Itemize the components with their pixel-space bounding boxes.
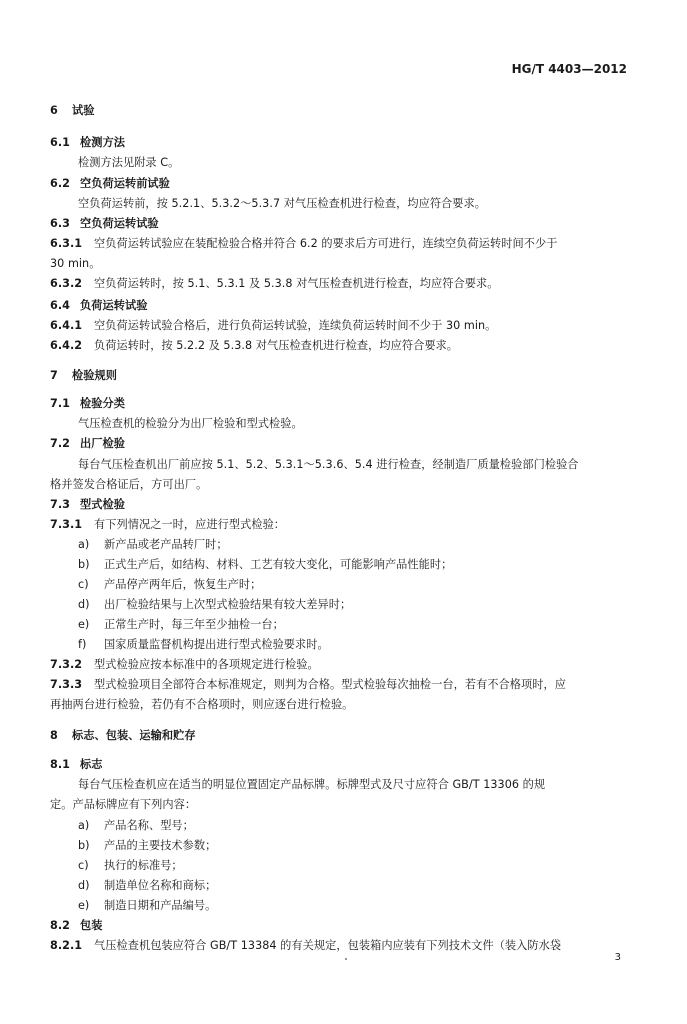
clause-text: 产品名称、型号；: [104, 819, 194, 832]
text-line: [78, 597, 351, 613]
clause-text: 空负荷运转前试验: [80, 177, 170, 190]
text-line: [50, 298, 147, 314]
text-line: [78, 637, 329, 653]
clause-number: 7: [50, 369, 58, 382]
clause-number: 7.3.1: [50, 518, 83, 531]
clause-text: 气压检查机包装应符合 GB/T 13384 的有关规定，包装箱内应装有下列技术文件（装入防水袋: [94, 939, 562, 952]
clause-text: 检测方法: [80, 136, 125, 149]
clause-text: 检验分类: [80, 397, 125, 410]
clause-number: e): [78, 899, 90, 912]
standard-code: HG/T 4403—2012: [511, 62, 627, 76]
text-line: [50, 697, 353, 713]
clause-text: 负荷运转试验: [80, 299, 148, 312]
clause-number: 6.4.2: [50, 339, 83, 352]
text-line: [78, 457, 579, 473]
text-line: [50, 103, 94, 119]
clause-text: 定。产品标牌应有下列内容：: [50, 798, 197, 811]
clause-number: 6.3.2: [50, 277, 83, 290]
clause-text: 检测方法见附录 C。: [78, 156, 180, 169]
clause-number: 7.3.2: [50, 658, 83, 671]
clause-text: 型式检验项目全部符合本标准规定，则判为合格。型式检验每次抽检一台，若有不合格项时，应: [94, 678, 566, 691]
text-line: [50, 276, 498, 292]
clause-text: 30 min。: [50, 257, 101, 270]
text-line: [78, 838, 216, 854]
clause-text: 制造单位名称和商标；: [104, 879, 217, 892]
clause-number: c): [78, 859, 89, 872]
clause-text: 有下列情况之一时，应进行型式检验：: [94, 518, 286, 531]
text-line: [50, 256, 100, 272]
clause-text: 空负荷运转时，按 5.1、5.3.1 及 5.3.8 对气压检查机进行检查，均应符合要求。: [94, 277, 499, 290]
page-number: 3: [614, 952, 621, 963]
text-line: [50, 657, 319, 673]
clause-text: 制造日期和产品编号。: [104, 899, 217, 912]
clause-text: 空负荷运转试验: [80, 217, 159, 230]
clause-number: 8.2: [50, 919, 70, 932]
clause-text: 标志、包装、运输和贮存: [72, 729, 196, 742]
clause-number: 7.3.3: [50, 678, 83, 691]
text-line: [78, 818, 194, 834]
clause-number: a): [78, 538, 90, 551]
text-line: [50, 918, 102, 934]
text-line: [78, 858, 183, 874]
clause-text: 出厂检验结果与上次型式检验结果有较大差异时；: [104, 598, 352, 611]
text-line: [50, 477, 207, 493]
text-line: [50, 368, 117, 384]
clause-text: 空负荷运转前，按 5.2.1、5.3.2～5.3.7 对气压检查机进行检查，均应符合要求。: [78, 197, 487, 210]
clause-number: f): [78, 638, 87, 651]
clause-text: 格并签发合格证后，方可出厂。: [50, 478, 208, 491]
clause-text: 新产品或老产品转厂时；: [104, 538, 228, 551]
clause-number: 6.3.1: [50, 237, 83, 250]
clause-number: 6.3: [50, 217, 70, 230]
clause-number: 6.4: [50, 299, 70, 312]
clause-number: a): [78, 819, 90, 832]
text-line: [50, 436, 125, 452]
clause-text: 负荷运转时，按 5.2.2 及 5.3.8 对气压检查机进行检查，均应符合要求。: [94, 339, 459, 352]
clause-text: 产品停产两年后，恢复生产时；: [104, 578, 262, 591]
text-line: [50, 135, 125, 151]
clause-number: 8.2.1: [50, 939, 83, 952]
clause-number: d): [78, 879, 90, 892]
text-line: [50, 236, 557, 252]
clause-text: 气压检查机的检验分为出厂检验和型式检验。: [78, 417, 303, 430]
text-line: [50, 176, 170, 192]
clause-number: e): [78, 618, 90, 631]
clause-number: c): [78, 578, 89, 591]
clause-number: 7.1: [50, 397, 70, 410]
text-line: [50, 338, 458, 354]
clause-number: 8.1: [50, 758, 70, 771]
text-line: [50, 938, 561, 954]
clause-number: 7.3: [50, 498, 70, 511]
text-line: [50, 797, 196, 813]
clause-text: 正常生产时，每三年至少抽检一台；: [104, 618, 284, 631]
clause-text: 包装: [80, 919, 103, 932]
clause-text: 试验: [72, 104, 95, 117]
text-line: [78, 557, 452, 573]
clause-text: 标志: [80, 758, 103, 771]
scan-speck: [345, 958, 347, 960]
text-line: [78, 617, 284, 633]
clause-text: 执行的标准号；: [104, 859, 183, 872]
clause-text: 空负荷运转试验应在装配检验合格并符合 6.2 的要求后方可进行，连续空负荷运转时间不少于: [94, 237, 558, 250]
clause-number: 6: [50, 104, 58, 117]
clause-text: 空负荷运转试验合格后，进行负荷运转试验，连续负荷运转时间不少于 30 min。: [94, 319, 497, 332]
clause-text: 再抽两台进行检验，若仍有不合格项时，则应逐台进行检验。: [50, 698, 354, 711]
text-line: [78, 777, 545, 793]
clause-text: 检验规则: [72, 369, 117, 382]
clause-number: 6.1: [50, 136, 70, 149]
text-line: [50, 396, 125, 412]
clause-text: 出厂检验: [80, 437, 125, 450]
text-line: [78, 416, 303, 432]
text-line: [78, 196, 486, 212]
text-line: [50, 318, 496, 334]
text-line: [50, 728, 196, 744]
text-line: [78, 155, 179, 171]
text-line: [50, 677, 566, 693]
clause-text: 产品的主要技术参数；: [104, 839, 217, 852]
text-line: [50, 757, 102, 773]
clause-number: b): [78, 839, 90, 852]
clause-number: d): [78, 598, 90, 611]
clause-text: 型式检验: [80, 498, 125, 511]
clause-number: 8: [50, 729, 58, 742]
clause-number: 7.2: [50, 437, 70, 450]
clause-text: 每台气压检查机应在适当的明显位置固定产品标牌。标牌型式及尺寸应符合 GB/T 13306 的规: [78, 778, 546, 791]
text-line: [78, 898, 216, 914]
text-line: [78, 878, 216, 894]
text-line: [50, 517, 285, 533]
clause-number: b): [78, 558, 90, 571]
text-line: [78, 537, 228, 553]
clause-number: 6.2: [50, 177, 70, 190]
text-line: [50, 216, 159, 232]
clause-text: 型式检验应按本标准中的各项规定进行检验。: [94, 658, 319, 671]
clause-text: 每台气压检查机出厂前应按 5.1、5.2、5.3.1～5.3.6、5.4 进行检查，经制造厂质量检验部门检验合: [78, 458, 579, 471]
text-line: [50, 497, 125, 513]
clause-text: 国家质量监督机构提出进行型式检验要求时。: [104, 638, 329, 651]
text-line: [78, 577, 261, 593]
clause-number: 6.4.1: [50, 319, 83, 332]
clause-text: 正式生产后，如结构、材料、工艺有较大变化，可能影响产品性能时；: [104, 558, 453, 571]
